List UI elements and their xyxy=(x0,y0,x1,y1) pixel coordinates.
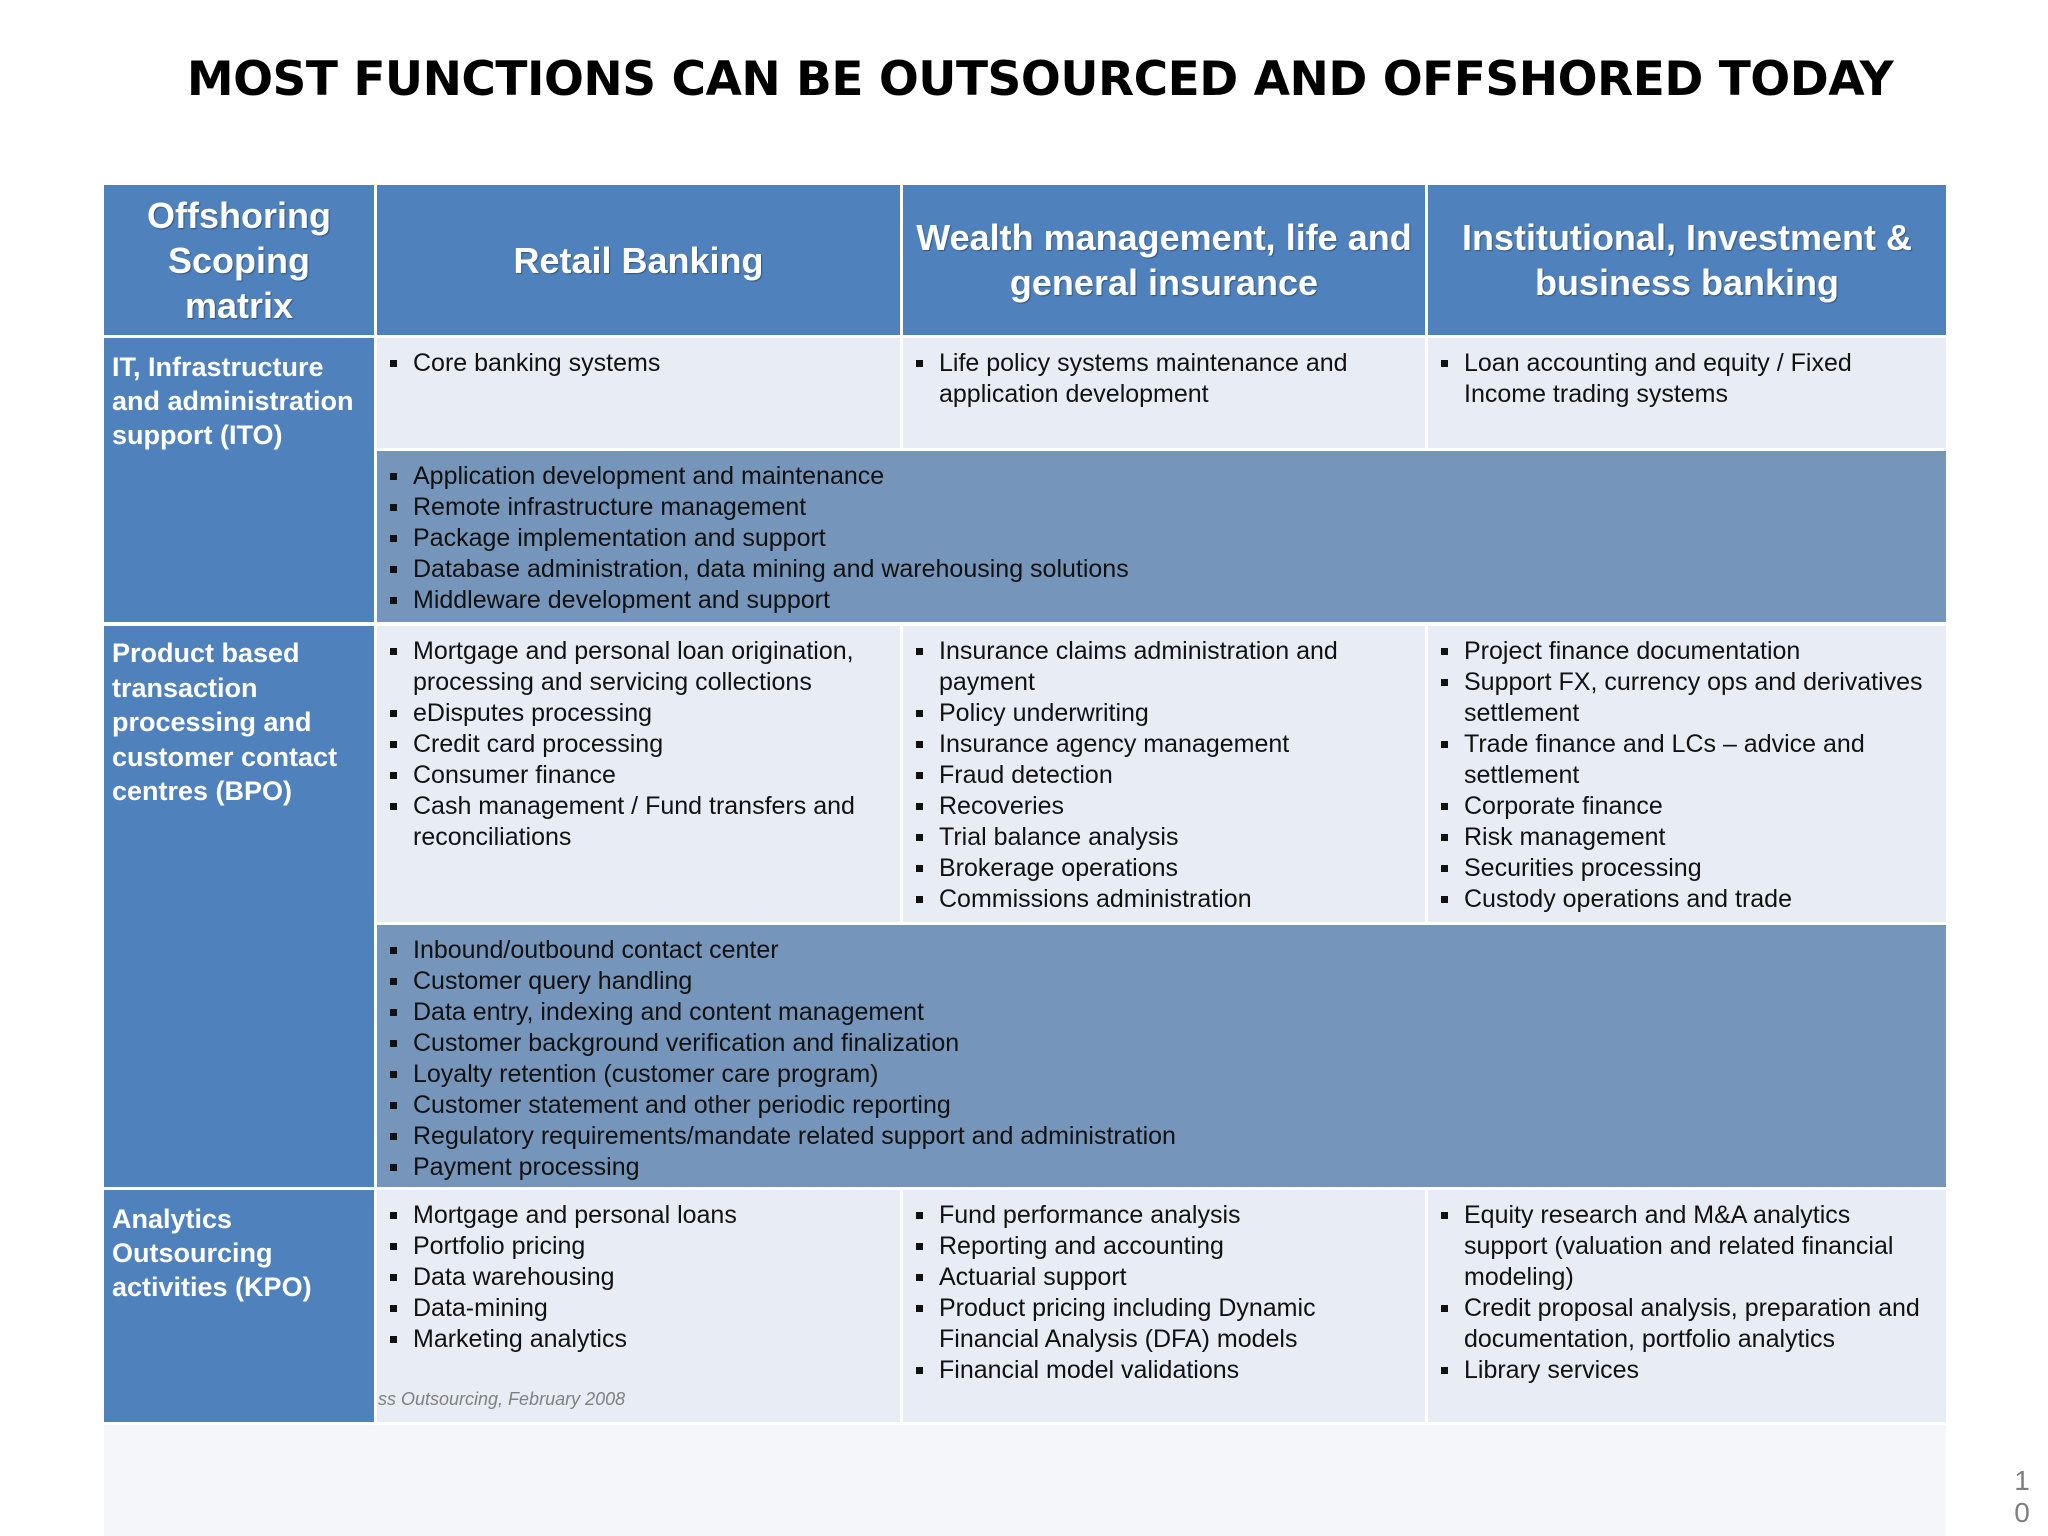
list-item: Portfolio pricing xyxy=(387,1231,892,1262)
bullet-list xyxy=(903,1190,1425,1386)
list-item: Trade finance and LCs – advice and settlement xyxy=(1438,729,1938,791)
list-item: Equity research and M&A analytics support (valuation and related financial modeling) xyxy=(1438,1200,1938,1293)
corner-header: Offshoring Scoping matrix xyxy=(104,185,374,335)
list-item: Cash management / Fund transfers and reconciliations xyxy=(387,791,892,853)
list-item: Brokerage operations xyxy=(913,853,1417,884)
list-item: Product pricing including Dynamic Financial Analysis (DFA) models xyxy=(913,1293,1417,1355)
column-header-retail: Retail Banking xyxy=(377,185,900,335)
source-note: ss Outsourcing, February 2008 xyxy=(378,1389,626,1409)
cell-ito-retail xyxy=(377,338,900,448)
list-item: Insurance agency management xyxy=(913,729,1417,760)
list-item: Financial model validations xyxy=(913,1355,1417,1386)
cell-bpo-retail xyxy=(377,626,900,922)
cell-ito-wealth xyxy=(903,338,1425,448)
list-item: Credit proposal analysis, preparation and documentation, portfolio analytics xyxy=(1438,1293,1938,1355)
list-item: Customer statement and other periodic reporting xyxy=(387,1090,1938,1121)
bullet-list xyxy=(903,626,1425,915)
list-item: Core banking systems xyxy=(387,348,892,379)
list-item: Commissions administration xyxy=(913,884,1417,915)
bullet-list xyxy=(377,1190,900,1355)
cell-ito-institutional xyxy=(1428,338,1946,448)
column-header-wealth: Wealth management, life and general insurance xyxy=(903,185,1425,335)
bullet-list xyxy=(377,925,1946,1183)
bullet-list xyxy=(1428,338,1946,410)
column-header-institutional: Institutional, Investment & business banking xyxy=(1428,185,1946,335)
list-item: Data warehousing xyxy=(387,1262,892,1293)
cell-kpo-institutional xyxy=(1428,1190,1946,1422)
cell-bpo-shared xyxy=(377,925,1946,1187)
list-item: Package implementation and support xyxy=(387,523,1938,554)
list-item: Corporate finance xyxy=(1438,791,1938,822)
list-item: Mortgage and personal loans xyxy=(387,1200,892,1231)
list-item: Policy underwriting xyxy=(913,698,1417,729)
page-number xyxy=(2012,1465,2032,1529)
list-item: Fund performance analysis xyxy=(913,1200,1417,1231)
list-item: Loan accounting and equity / Fixed Income trading systems xyxy=(1438,348,1938,410)
list-item: Actuarial support xyxy=(913,1262,1417,1293)
cell-bpo-institutional xyxy=(1428,626,1946,922)
list-item: Life policy systems maintenance and application development xyxy=(913,348,1417,410)
bottom-band xyxy=(104,1425,1946,1536)
list-item: Support FX, currency ops and derivatives settlement xyxy=(1438,667,1938,729)
list-item: Library services xyxy=(1438,1355,1938,1386)
list-item: Marketing analytics xyxy=(387,1324,892,1355)
list-item: Credit card processing xyxy=(387,729,892,760)
row-label-bpo: Product based transaction processing and customer contact centres (BPO) xyxy=(104,626,374,1187)
list-item: Consumer finance xyxy=(387,760,892,791)
bullet-list xyxy=(1428,1190,1946,1386)
list-item: Data-mining xyxy=(387,1293,892,1324)
row-label-kpo: Analytics Outsourcing activities (KPO) xyxy=(104,1190,374,1422)
page-number-text: 1 0 xyxy=(2014,1465,2030,1528)
list-item: Risk management xyxy=(1438,822,1938,853)
bullet-list xyxy=(377,338,900,379)
list-item: Project finance documentation xyxy=(1438,636,1938,667)
list-item: Regulatory requirements/mandate related support and administration xyxy=(387,1121,1938,1152)
list-item: Insurance claims administration and payment xyxy=(913,636,1417,698)
list-item: Payment processing xyxy=(387,1152,1938,1183)
list-item: Remote infrastructure management xyxy=(387,492,1938,523)
cell-kpo-wealth xyxy=(903,1190,1425,1422)
list-item: Customer background verification and finalization xyxy=(387,1028,1938,1059)
bullet-list xyxy=(1428,626,1946,915)
page-title: MOST FUNCTIONS CAN BE OUTSOURCED AND OFFSHORED TODAY xyxy=(186,52,1894,107)
bullet-list xyxy=(377,451,1946,616)
cell-ito-shared xyxy=(377,451,1946,622)
cell-bpo-wealth xyxy=(903,626,1425,922)
list-item: Inbound/outbound contact center xyxy=(387,935,1938,966)
list-item: Trial balance analysis xyxy=(913,822,1417,853)
list-item: Customer query handling xyxy=(387,966,1938,997)
list-item: eDisputes processing xyxy=(387,698,892,729)
bullet-list xyxy=(377,626,900,853)
list-item: Reporting and accounting xyxy=(913,1231,1417,1262)
list-item: Data entry, indexing and content management xyxy=(387,997,1938,1028)
list-item: Securities processing xyxy=(1438,853,1938,884)
list-item: Application development and maintenance xyxy=(387,461,1938,492)
cell-kpo-retail xyxy=(377,1190,900,1422)
row-label-ito: IT, Infrastructure and administration support (ITO) xyxy=(104,338,374,622)
bullet-list xyxy=(903,338,1425,410)
list-item: Database administration, data mining and warehousing solutions xyxy=(387,554,1938,585)
list-item: Fraud detection xyxy=(913,760,1417,791)
list-item: Mortgage and personal loan origination, processing and servicing collections xyxy=(387,636,892,698)
list-item: Recoveries xyxy=(913,791,1417,822)
list-item: Loyalty retention (customer care program) xyxy=(387,1059,1938,1090)
list-item: Custody operations and trade xyxy=(1438,884,1938,915)
list-item: Middleware development and support xyxy=(387,585,1938,616)
